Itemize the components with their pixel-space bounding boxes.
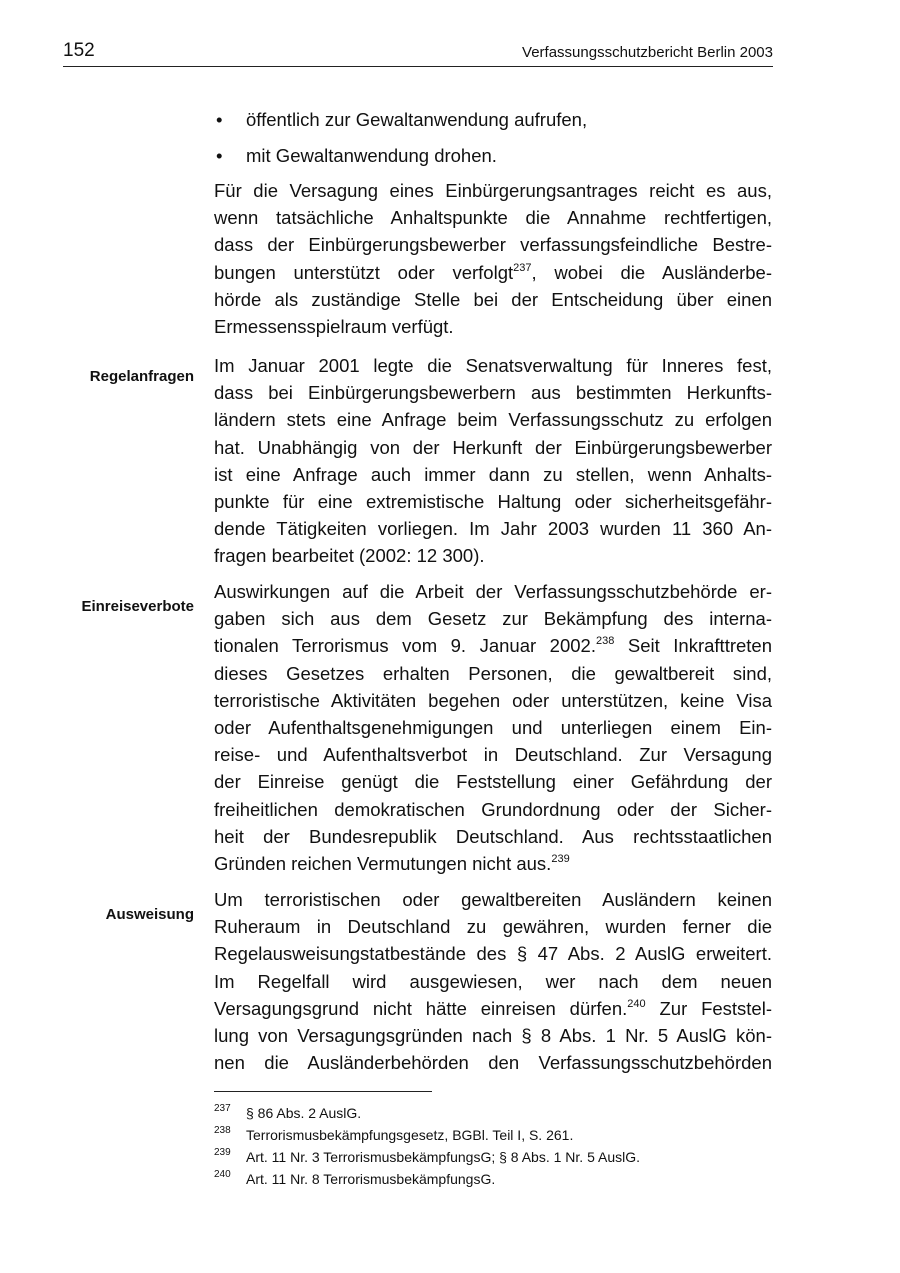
footnote-text: Art. 11 Nr. 3 TerrorismusbekämpfungsG; § 8 Abs. 1 Nr. 5 AuslG. — [246, 1149, 640, 1165]
footnote — [214, 1124, 772, 1146]
bullet-list — [214, 108, 772, 180]
footnote-divider — [214, 1091, 432, 1092]
footnote-ref: 238 — [595, 635, 615, 648]
text-line: bungen unterstützt oder verfolgt$^{237}$, wobei die Ausländerbe- — [214, 261, 772, 283]
text-line: Im Januar 2001 legte die Senatsverwaltung für Inneres fest, — [214, 355, 772, 376]
text-line: Im Regelfall wird ausgewiesen, wer nach dem neuen — [214, 970, 772, 992]
text-line: dass bei Einbürgerungsbewerbern aus bestimmten Herkunfts- — [214, 382, 772, 404]
footnote — [214, 1146, 772, 1168]
footnote-number: 238 — [214, 1125, 231, 1136]
text-line: Auswirkungen auf die Arbeit der Verfassungsschutzbehörde er- — [214, 581, 772, 602]
text-line: lung von Versagungsgründen nach § 8 Abs. 1 Nr. 5 AuslG kön- — [214, 1025, 772, 1047]
paragraph-einbuergerung — [214, 177, 772, 340]
text-line: gaben sich aus dem Gesetz zur Bekämpfung des interna- — [214, 608, 772, 630]
bullet-icon: • — [216, 109, 223, 130]
text-line: fragen bearbeitet (2002: 12 300). — [214, 545, 485, 567]
bullet-text: mit Gewaltanwendung drohen. — [246, 145, 497, 166]
paragraph-einreiseverbote — [214, 578, 772, 877]
bullet-icon: • — [216, 145, 223, 166]
text-line: wenn tatsächliche Anhaltspunkte die Annahme rechtfertigen, — [214, 207, 772, 229]
text-line: reise- und Aufenthaltsverbot in Deutschland. Zur Versagung — [214, 744, 772, 766]
text-line: dass der Einbürgerungsbewerber verfassungsfeindliche Bestre- — [214, 234, 772, 256]
text-line: Um terroristischen oder gewaltbereiten Ausländern keinen — [214, 889, 772, 910]
text-line: Versagungsgrund nicht hätte einreisen dürfen.$^{240}$ Zur Feststel- — [214, 997, 772, 1019]
margin-label-regelanfragen: Regelanfragen — [89, 368, 194, 385]
text-line: Ermessensspielraum verfügt. — [214, 316, 454, 338]
text-line: dieses Gesetzes erhalten Personen, die gewaltbereit sind, — [214, 662, 772, 684]
footnote-text: Terrorismusbekämpfungsgesetz, BGBl. Teil I, S. 261. — [246, 1127, 574, 1143]
text-line: Gründen reichen Vermutungen nicht aus.$^{239}$ — [214, 853, 570, 875]
margin-label-einreiseverbote: Einreiseverbote — [81, 598, 194, 615]
footnote — [214, 1168, 772, 1190]
text-line: heit der Bundesrepublik Deutschland. Aus rechtsstaatlichen — [214, 825, 772, 847]
text-line: hat. Unabhängig von der Herkunft der Einbürgerungsbewerber — [214, 436, 772, 458]
paragraph-ausweisung — [214, 886, 772, 1076]
text-line: ländern stets eine Anfrage beim Verfassungsschutz zu erfolgen — [214, 409, 772, 431]
text-line: ist eine Anfrage auch immer dann zu stellen, wenn Anhalts- — [214, 463, 772, 485]
footnote-text: Art. 11 Nr. 8 TerrorismusbekämpfungsG. — [246, 1171, 496, 1187]
text-line: Ruheraum in Deutschland zu gewähren, wurden ferner die — [214, 916, 772, 938]
bullet-text: öffentlich zur Gewaltanwendung aufrufen, — [246, 109, 588, 130]
text-line: terroristische Aktivitäten begehen oder unterstützen, keine Visa — [214, 689, 772, 711]
text-line: nen die Ausländerbehörden den Verfassungsschutzbehörden — [214, 1052, 772, 1074]
text-line: freiheitlichen demokratischen Grundordnung oder der Sicher- — [214, 798, 772, 820]
footnote-ref: 240 — [627, 997, 646, 1010]
footnotes — [214, 1102, 772, 1190]
footnote-number: 239 — [214, 1147, 231, 1158]
running-title: Verfassungsschutzbericht Berlin 2003 — [522, 44, 773, 61]
text-line: tionalen Terrorismus vom 9. Januar 2002.$^{238}$ Seit Inkrafttreten — [214, 635, 772, 657]
list-item — [214, 144, 772, 168]
footnote-ref: 239 — [551, 853, 570, 866]
footnote-number: 240 — [214, 1169, 231, 1180]
footnote-ref: 237 — [513, 261, 532, 274]
text-line: punkte für eine extremistische Haltung oder sicherheitsgefähr- — [214, 491, 772, 513]
footnote — [214, 1102, 772, 1124]
paragraph-regelanfragen — [214, 352, 772, 570]
list-item — [214, 108, 772, 132]
margin-label-ausweisung: Ausweisung — [105, 906, 194, 923]
text-line: dende Tätigkeiten vorliegen. Im Jahr 2003 wurden 11 360 An- — [214, 518, 772, 540]
footnote-text: § 86 Abs. 2 AuslG. — [246, 1105, 362, 1121]
text-line: Regelausweisungstatbestände des § 47 Abs. 2 AuslG erweitert. — [214, 943, 772, 965]
text-line: der Einreise genügt die Feststellung einer Gefährdung der — [214, 771, 772, 793]
footnote-number: 237 — [214, 1103, 231, 1114]
text-line: oder Aufenthaltsgenehmigungen und unterliegen einem Ein- — [214, 717, 772, 739]
page-header — [63, 38, 773, 67]
text-line: hörde als zuständige Stelle bei der Entscheidung über einen — [214, 288, 772, 310]
text-line: Für die Versagung eines Einbürgerungsantrages reicht es aus, — [214, 180, 772, 201]
page-number: 152 — [63, 40, 95, 61]
